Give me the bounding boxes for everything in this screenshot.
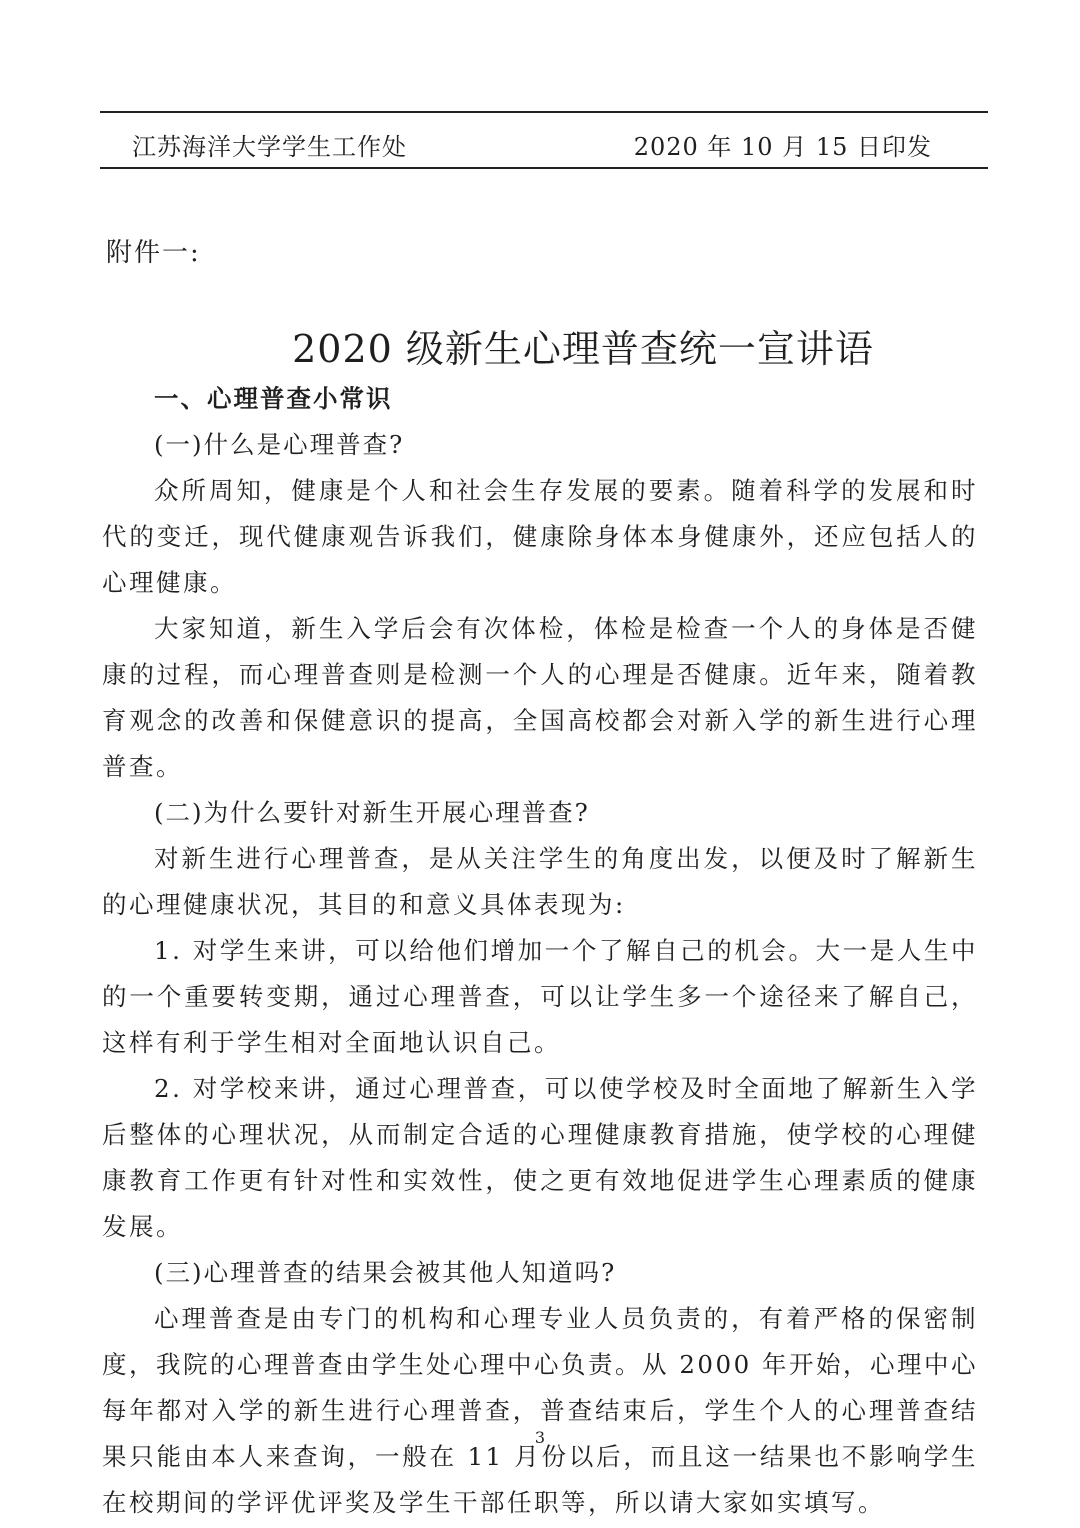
attachment-label: 附件一: xyxy=(106,238,201,268)
paragraph-4: 1. 对学生来讲，可以给他们增加一个了解自己的机会。大一是人生中的一个重要转变期，通过心理普查，可以让学生多一个途径来了解自己，这样有利于学生相对全面地认识自己。 xyxy=(102,936,978,1057)
page-number: 3 xyxy=(534,1428,546,1447)
document-body xyxy=(102,376,978,1526)
paragraph-6: 心理普查是由专门的机构和心理专业人员负责的，有着严格的保密制度，我院的心理普查由学生处心理中心负责。从 2000 年开始，心理中心每年都对入学的新生进行心理普查，普查结束后，学生个人的心理普查结果只能由本人来查询，一般在 11 月份以后，而且这一结果也不影响学生在校期间的学评优评奖及学生干部任职等，所以请大家如实填写。 xyxy=(102,1304,978,1517)
section-heading: 一、心理普查小常识 xyxy=(154,384,393,413)
document-title: 2020 级新生心理普查统一宣讲语 xyxy=(292,327,874,371)
issuer-name: 江苏海洋大学学生工作处 xyxy=(132,133,407,161)
header-top-rule xyxy=(100,111,988,113)
subsection-heading-3: (三)心理普查的结果会被其他人知道吗? xyxy=(154,1258,617,1287)
paragraph-3: 对新生进行心理普查，是从关注学生的角度出发，以便及时了解新生的心理健康状况，其目的和意义具体表现为: xyxy=(102,844,978,919)
subsection-heading-2: (二)为什么要针对新生开展心理普查? xyxy=(154,798,590,827)
subsection-heading-1: (一)什么是心理普查? xyxy=(154,430,405,459)
issue-date: 2020 年 10 月 15 日印发 xyxy=(633,133,932,161)
paragraph-1: 众所周知，健康是个人和社会生存发展的要素。随着科学的发展和时代的变迁，现代健康观告诉我们，健康除身体本身健康外，还应包括人的心理健康。 xyxy=(102,476,978,597)
paragraph-2: 大家知道，新生入学后会有次体检，体检是检查一个人的身体是否健康的过程，而心理普查则是检测一个人的心理是否健康。近年来，随着教育观念的改善和保健意识的提高，全国高校都会对新入学的新生进行心理普查。 xyxy=(102,614,978,781)
header-bottom-rule xyxy=(100,167,988,169)
paragraph-5: 2. 对学校来讲，通过心理普查，可以使学校及时全面地了解新生入学后整体的心理状况，从而制定合适的心理健康教育措施，使学校的心理健康教育工作更有针对性和实效性，使之更有效地促进学生心理素质的健康发展。 xyxy=(102,1074,978,1241)
